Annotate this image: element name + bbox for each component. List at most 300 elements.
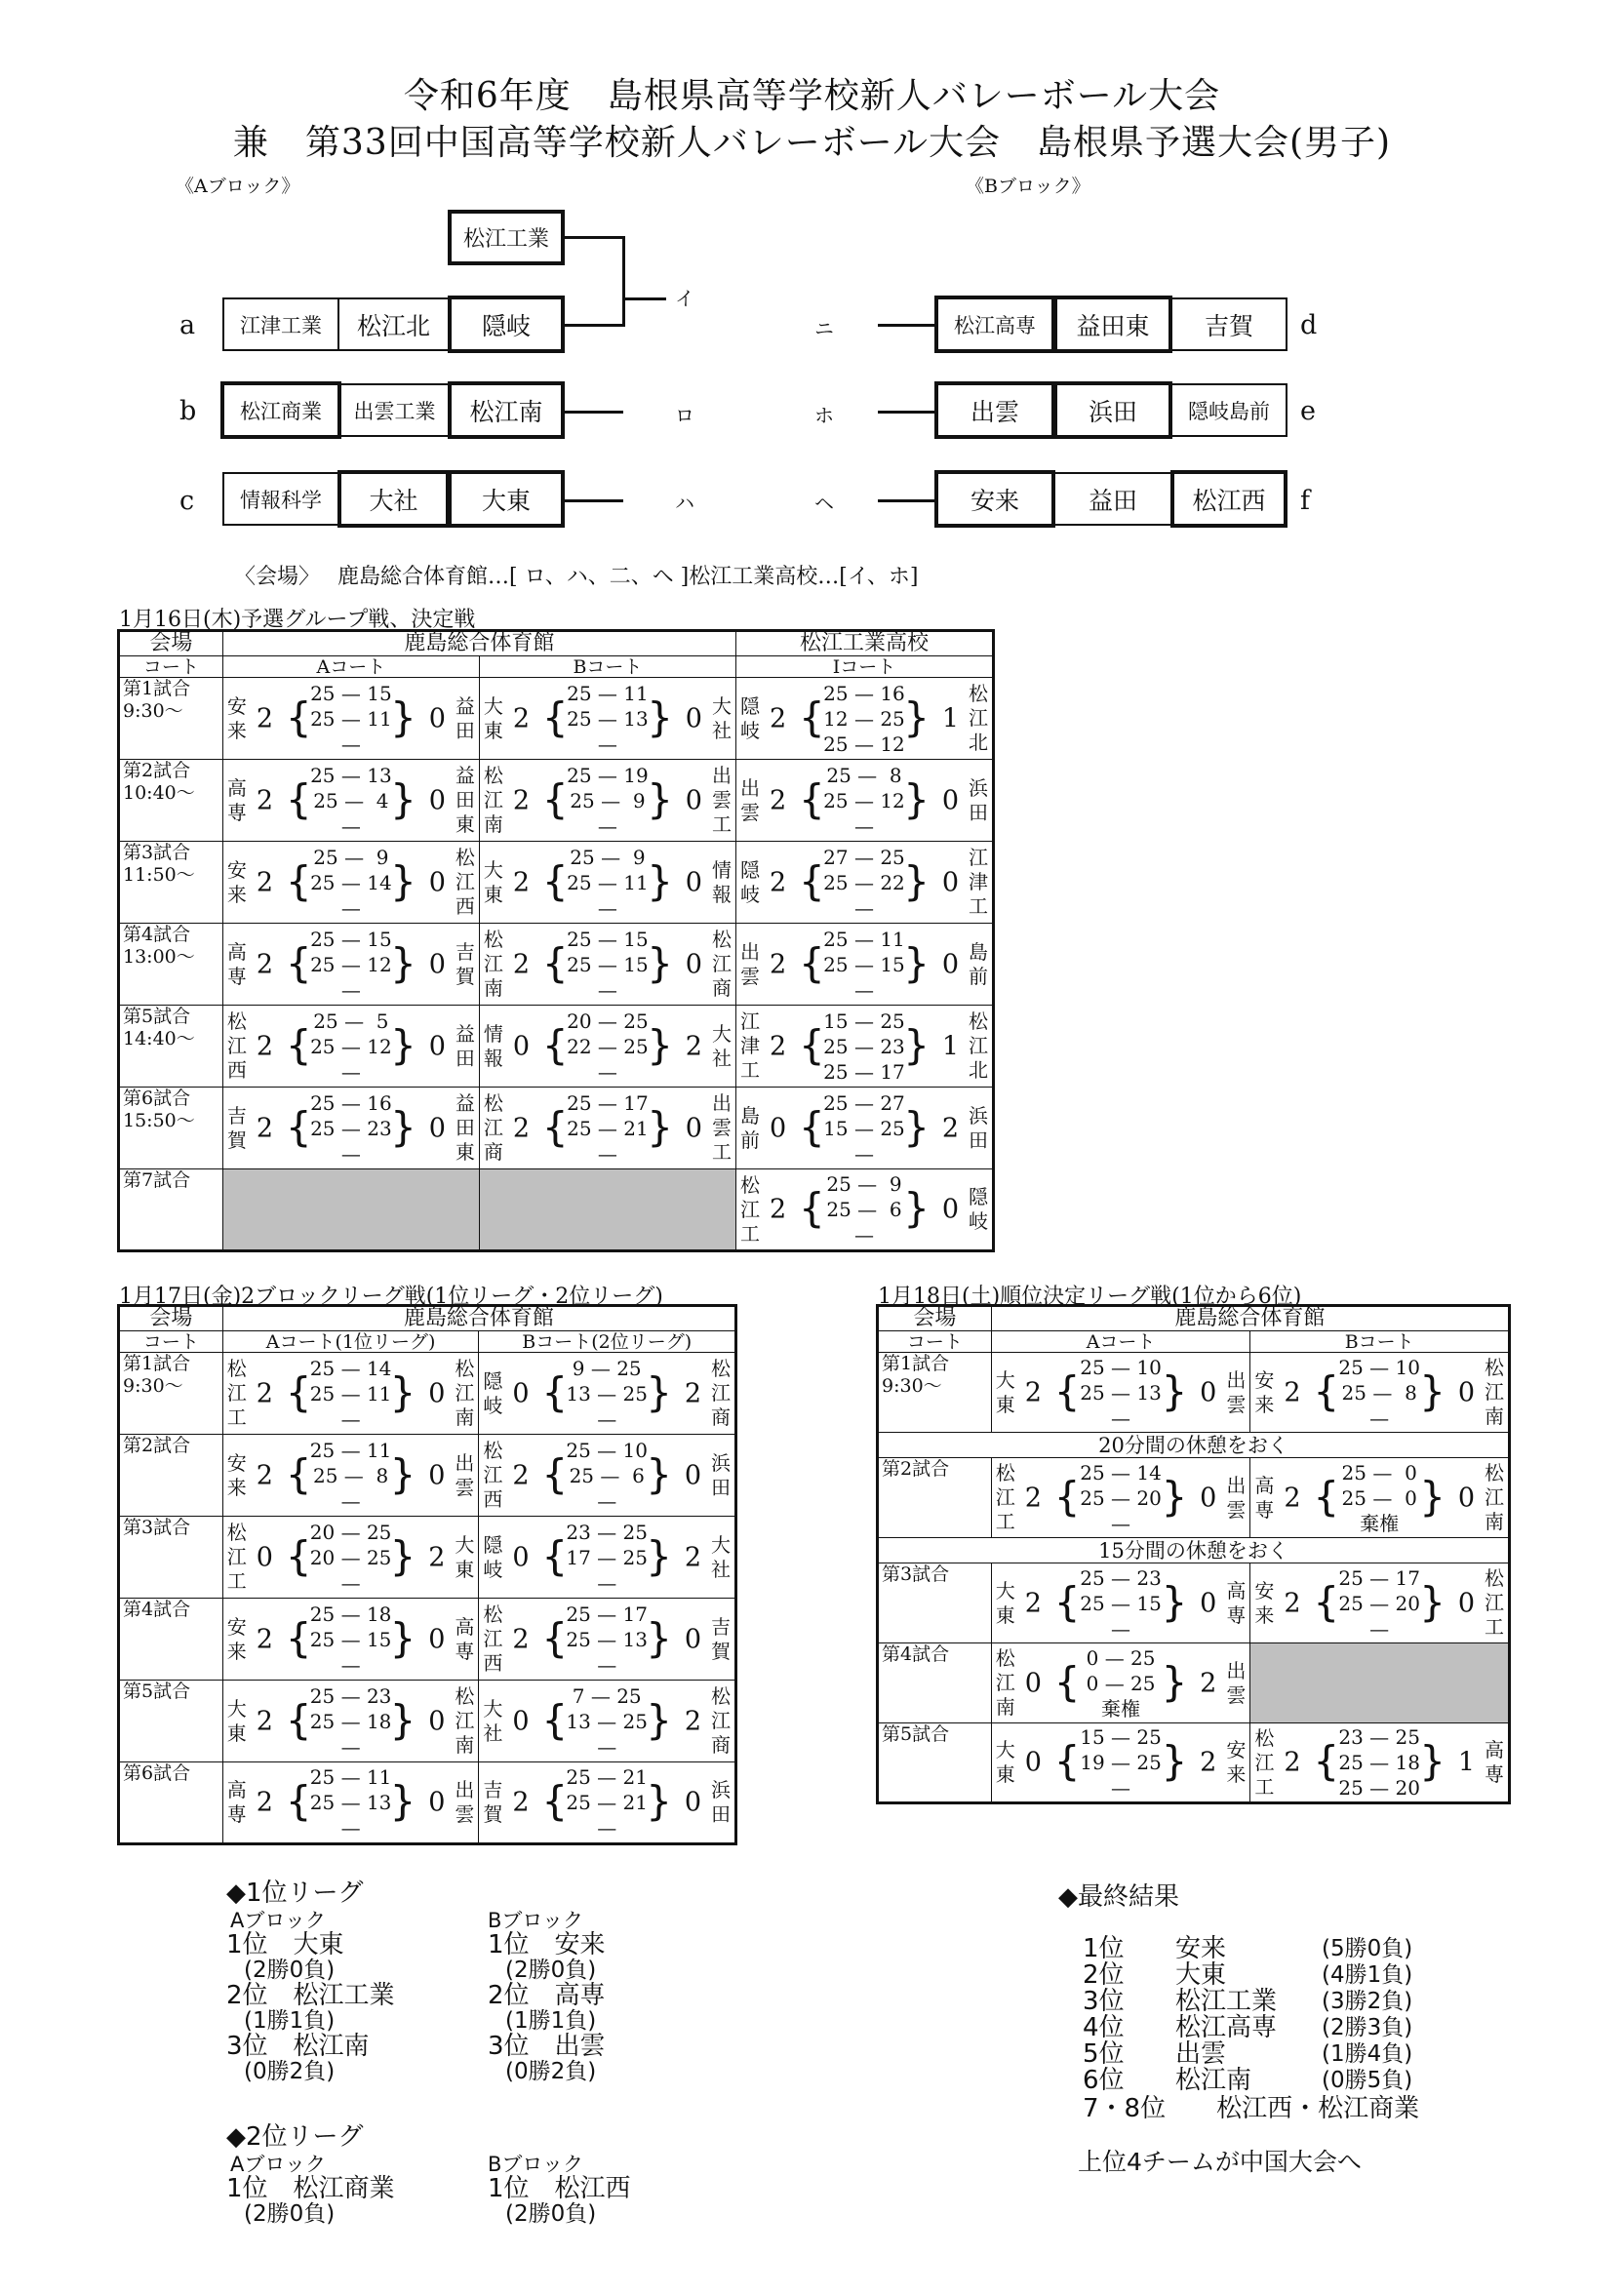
table-row (878, 1563, 1510, 1643)
close-brace: } (903, 1020, 930, 1069)
close-brace: } (646, 1695, 672, 1744)
match-number: 第1試合 (123, 678, 191, 699)
set-2: 25 — 11 (309, 1381, 392, 1405)
match-cell (119, 1762, 223, 1844)
game-cell: 安 来 2 { 25 — 10 25 — 8 — } 0 松 江 南 (1250, 1353, 1510, 1433)
set-3: — (597, 1816, 617, 1840)
open-brace: { (1053, 1577, 1081, 1626)
open-brace: { (1313, 1577, 1340, 1626)
court-a: Aコート (991, 1331, 1250, 1353)
table-row (119, 1353, 736, 1435)
set-3: — (340, 1488, 361, 1513)
left-sets-won: 2 (512, 1624, 530, 1654)
set-1: 23 — 25 (1338, 1725, 1420, 1749)
set-2: 0 — 25 (1086, 1671, 1156, 1695)
open-brace: { (1053, 1657, 1081, 1706)
set-1: 15 — 25 (1080, 1725, 1162, 1749)
right-sets-won: 0 (1457, 1377, 1475, 1407)
match-cell (119, 1681, 223, 1762)
match-number: 第1試合 (123, 1353, 191, 1374)
set-2: 25 — 21 (567, 1116, 649, 1140)
right-sets-won: 0 (428, 785, 446, 815)
final-place: 1位 (1083, 1934, 1125, 1963)
game-cell: 出 雲 2 { 25 — 8 25 — 12 — } 0 浜 田 (735, 760, 993, 842)
game-cell: 松 江 西 2 { 25 — 5 25 — 12 — } 0 益 田 (222, 1006, 479, 1088)
right-sets-won: 1 (941, 1031, 959, 1061)
set-3: — (597, 1652, 617, 1677)
league1-section (226, 1880, 364, 1907)
right-sets-won: 0 (1457, 1588, 1475, 1618)
open-brace: { (285, 1367, 312, 1416)
close-brace: } (646, 1531, 672, 1580)
right-sets-won: 0 (428, 1787, 446, 1818)
set-2: 25 — 23 (823, 1034, 905, 1058)
set-3: — (597, 1570, 617, 1595)
league1-b-1: 1位 安来 (488, 1930, 606, 1959)
close-brace: } (647, 1102, 673, 1151)
table-row (878, 1353, 1510, 1433)
left-sets-won: 2 (256, 867, 274, 897)
close-brace: } (389, 1531, 416, 1580)
left-sets-won: 2 (1024, 1483, 1042, 1513)
set-2: 17 — 25 (566, 1545, 648, 1569)
final-place: 4位 (1083, 2013, 1125, 2042)
match-cell (878, 1458, 992, 1538)
open-brace: { (285, 1449, 312, 1498)
open-brace: { (285, 1020, 312, 1069)
match-cell (119, 760, 223, 842)
right-sets-won: 0 (428, 949, 446, 979)
left-sets-won: 2 (769, 785, 787, 815)
label-e: e (1300, 396, 1316, 426)
table-row (119, 678, 994, 760)
game-cell: 大 東 2 { 25 — 11 25 — 13 — } 0 大 社 (479, 678, 735, 760)
match-number: 第2試合 (123, 1435, 191, 1456)
game-cell: 吉 賀 2 { 25 — 16 25 — 23 — } 0 益 田 東 (222, 1088, 479, 1169)
game-cell: 島 前 0 { 25 — 27 15 — 25 — } 2 浜 田 (735, 1088, 993, 1169)
left-sets-won: 0 (512, 1378, 530, 1408)
set-3: 棄権 (1101, 1696, 1141, 1721)
day3-table (876, 1304, 1511, 1804)
set-3: — (340, 1734, 361, 1759)
game-cell: 大 東 2 { 25 — 10 25 — 13 — } 0 出 雲 (991, 1353, 1250, 1433)
left-sets-won: 2 (512, 1113, 531, 1143)
final-result-row (1083, 2068, 1492, 2094)
set-1: 25 — 13 (310, 763, 392, 787)
team-b3: 松江南 (448, 381, 565, 439)
venue-note: 〈会場〉 鹿島総合体育館…[ ロ、ハ、二、ヘ ]松江工業高校…[イ、ホ] (234, 565, 919, 589)
title-line1: 令和6年度 島根県高等学校新人バレーボール大会 (403, 76, 1221, 116)
open-brace: { (285, 938, 312, 987)
set-1: 25 — 17 (566, 1602, 648, 1626)
table-row (119, 1762, 736, 1844)
close-brace: } (647, 692, 673, 741)
team-b1: 松江商業 (220, 381, 341, 439)
match-number: 第2試合 (123, 760, 191, 781)
set-1: 25 — 0 (1341, 1460, 1417, 1484)
close-brace: } (390, 1102, 416, 1151)
league2-heading: ◆2位リーグ (226, 2122, 364, 2152)
final-result-row (1083, 2015, 1492, 2041)
top-team: 松江工業 (448, 210, 565, 265)
table-row (878, 1643, 1510, 1723)
set-1: 25 — 16 (310, 1090, 392, 1115)
set-2: 12 — 25 (823, 706, 905, 731)
league1-a-label: Aブロック (230, 1909, 326, 1932)
close-brace: } (1161, 1366, 1188, 1415)
kana-ho: ホ (814, 404, 834, 427)
set-1: 25 — 15 (567, 927, 649, 951)
set-1: 25 — 10 (1338, 1355, 1420, 1379)
venue-kashima: 鹿島総合体育館 (222, 1306, 735, 1331)
left-sets-won: 0 (256, 1542, 273, 1572)
label-c: c (179, 486, 195, 516)
day2-caption: 1月17日(金)2ブロックリーグ戦(1位リーグ・2位リーグ) (119, 1285, 663, 1309)
league2-b (488, 2154, 683, 2226)
team-f1: 安来 (934, 470, 1055, 528)
court-b: Bコート(2位リーグ) (479, 1331, 736, 1353)
open-brace: { (541, 1613, 569, 1662)
match-number: 第7試合 (123, 1169, 191, 1191)
final-place: 6位 (1083, 2066, 1125, 2095)
close-brace: } (1161, 1737, 1188, 1786)
game-cell: 安 来 2 { 25 — 18 25 — 15 — } 0 高 専 (222, 1599, 479, 1681)
close-brace: } (390, 938, 416, 987)
final-record: (1勝4負) (1322, 2041, 1413, 2067)
right-sets-won: 2 (684, 1706, 701, 1736)
label-d: d (1300, 310, 1318, 340)
right-sets-won: 0 (684, 1787, 701, 1818)
kana-ni: ニ (814, 317, 834, 340)
left-sets-won: 2 (769, 949, 787, 979)
right-sets-won: 0 (685, 949, 702, 979)
set-3: — (853, 977, 874, 1002)
open-brace: { (798, 856, 825, 905)
match-number: 第3試合 (123, 842, 191, 863)
left-sets-won: 2 (256, 1706, 273, 1736)
team-b2: 出雲工業 (339, 383, 450, 437)
set-3: 25 — 17 (823, 1059, 905, 1084)
set-2: 25 — 15 (309, 1627, 392, 1651)
match-cell (119, 842, 223, 924)
right-sets-won: 2 (428, 1542, 446, 1572)
final-place: 3位 (1083, 1987, 1125, 2016)
line (565, 236, 623, 239)
match-cell (878, 1353, 992, 1433)
set-1: 20 — 25 (309, 1520, 392, 1544)
set-2: 13 — 25 (566, 1709, 648, 1733)
set-1: 25 — 16 (823, 681, 905, 705)
set-3: — (597, 977, 617, 1002)
match-cell (119, 924, 223, 1006)
game-cell: 高 専 2 { 25 — 13 25 — 4 — } 0 益 田 東 (222, 760, 479, 842)
league1-a (226, 1910, 421, 2083)
open-brace: { (541, 1102, 569, 1151)
game-cell: 松 江 商 2 { 25 — 17 25 — 21 — } 0 出 雲 工 (479, 1088, 735, 1169)
set-2: 25 — 13 (566, 1627, 648, 1651)
final-team: 出雲 (1175, 2039, 1227, 2069)
open-brace: { (798, 1102, 825, 1151)
set-1: 27 — 25 (823, 845, 905, 869)
set-3: — (853, 895, 874, 920)
game-cell: 吉 賀 2 { 25 — 21 25 — 21 — } 0 浜 田 (479, 1762, 736, 1844)
set-2: 19 — 25 (1080, 1751, 1162, 1774)
line (878, 324, 936, 327)
open-brace: { (541, 1777, 569, 1826)
right-sets-won: 0 (684, 1460, 701, 1490)
kana-ro: ロ (675, 404, 694, 427)
set-2: 25 — 12 (310, 1034, 392, 1058)
empty-cell (1250, 1643, 1510, 1723)
league2-a-label: Aブロック (230, 2153, 326, 2176)
game-cell: 情 報 0 { 20 — 25 22 — 25 — } 2 大 社 (479, 1006, 735, 1088)
line (878, 499, 936, 502)
close-brace: } (647, 774, 673, 823)
left-sets-won: 2 (1024, 1377, 1042, 1407)
close-brace: } (903, 774, 930, 823)
final-record: (4勝1負) (1322, 1962, 1413, 1988)
set-2: 25 — 13 (1080, 1380, 1162, 1405)
set-2: 25 — 23 (310, 1116, 392, 1140)
close-brace: } (903, 1102, 930, 1151)
close-brace: } (390, 774, 416, 823)
close-brace: } (903, 1184, 930, 1233)
close-brace: } (389, 1777, 416, 1826)
set-3: — (1111, 1405, 1131, 1430)
game-cell: 高 専 2 { 25 — 0 25 — 0 棄権 } 0 松 江 南 (1250, 1458, 1510, 1538)
match-cell (878, 1643, 992, 1723)
set-2: 25 — 15 (567, 952, 649, 976)
line (622, 297, 666, 300)
final-record: (5勝0負) (1322, 1936, 1413, 1961)
set-1: 20 — 25 (567, 1009, 649, 1033)
left-sets-won: 2 (512, 703, 531, 733)
match-number: 第3試合 (123, 1517, 191, 1538)
open-brace: { (798, 774, 825, 823)
league2-b-label: Bブロック (488, 2153, 583, 2176)
left-sets-won: 2 (512, 949, 531, 979)
set-2: 22 — 25 (567, 1034, 649, 1058)
open-brace: { (285, 856, 312, 905)
right-sets-won: 0 (685, 867, 702, 897)
set-2: 25 — 20 (1338, 1591, 1420, 1615)
match-number: 第5試合 (123, 1006, 191, 1027)
league1-b-2: 2位 高専 (488, 1981, 606, 2010)
set-3: — (1111, 1511, 1131, 1535)
game-cell: 大 東 2 { 25 — 23 25 — 15 — } 0 高 専 (991, 1563, 1250, 1643)
open-brace: { (541, 1020, 569, 1069)
match-cell (119, 1088, 223, 1169)
left-sets-won: 2 (769, 1031, 787, 1061)
open-brace: { (285, 1102, 312, 1151)
open-brace: { (285, 1531, 312, 1580)
empty-cell (222, 1169, 479, 1251)
league2-a-1: 1位 松江商業 (226, 2174, 395, 2203)
final-team: 松江南 (1175, 2066, 1252, 2095)
label-b: b (179, 396, 197, 426)
label-f: f (1300, 486, 1310, 516)
left-sets-won: 2 (1284, 1747, 1301, 1778)
match-cell (878, 1563, 992, 1643)
left-sets-won: 2 (769, 1194, 787, 1225)
final-section (1058, 1884, 1179, 1911)
set-2: 15 — 25 (823, 1116, 905, 1140)
empty-cell (479, 1169, 735, 1251)
close-brace: } (390, 1020, 416, 1069)
match-time: 9:30〜 (882, 1375, 942, 1397)
set-3: — (597, 813, 617, 838)
left-sets-won: 2 (512, 867, 531, 897)
open-brace: { (285, 1777, 312, 1826)
set-1: 25 — 5 (313, 1009, 389, 1033)
right-sets-won: 0 (684, 1624, 701, 1654)
match-time: 10:40〜 (123, 782, 195, 804)
set-2: 25 — 8 (312, 1463, 389, 1487)
set-1: 0 — 25 (1086, 1645, 1156, 1670)
close-brace: } (647, 1020, 673, 1069)
close-brace: } (903, 856, 930, 905)
final-place: 5位 (1083, 2039, 1125, 2069)
table-row (878, 1723, 1510, 1803)
set-1: 25 — 9 (826, 1172, 902, 1196)
right-sets-won: 0 (428, 703, 446, 733)
left-sets-won: 0 (512, 1542, 530, 1572)
team-d1: 松江高専 (934, 296, 1055, 353)
game-cell: 大 東 0 { 15 — 25 19 — 25 — } 2 安 来 (991, 1723, 1250, 1803)
close-brace: } (1161, 1577, 1188, 1626)
court-header: コート (119, 656, 223, 678)
set-3: — (340, 732, 361, 756)
game-cell: 安 来 2 { 25 — 11 25 — 8 — } 0 出 雲 (222, 1435, 479, 1517)
left-sets-won: 2 (769, 867, 787, 897)
right-sets-won: 0 (941, 1194, 959, 1225)
league1-a-3-rec: (0勝2負) (244, 2059, 336, 2084)
left-sets-won: 2 (1284, 1483, 1301, 1513)
open-brace: { (1053, 1737, 1081, 1786)
right-sets-won: 1 (1457, 1747, 1475, 1778)
set-2: 25 — 18 (309, 1709, 392, 1733)
day1-table (117, 629, 995, 1252)
line (565, 324, 623, 327)
team-f2: 益田 (1053, 472, 1172, 526)
venue-header: 会場 (119, 1306, 223, 1331)
left-sets-won: 2 (1284, 1377, 1301, 1407)
league1-a-2: 2位 松江工業 (226, 1981, 395, 2010)
close-brace: } (647, 856, 673, 905)
game-cell: 安 来 2 { 25 — 9 25 — 14 — } 0 松 江 西 (222, 842, 479, 924)
a-block-label: 《Aブロック》 (176, 176, 300, 197)
game-cell: 隠 岐 2 { 25 — 16 12 — 25 25 — 12 } 1 松 江 北 (735, 678, 993, 760)
close-brace: } (390, 856, 416, 905)
league1-a-3: 3位 松江南 (226, 2032, 370, 2061)
right-sets-won: 0 (428, 1113, 446, 1143)
court-b: Bコート (1250, 1331, 1510, 1353)
game-cell: 松 江 南 2 { 25 — 15 25 — 15 — } 0 松 江 商 (479, 924, 735, 1006)
league2-b-1-rec: (2勝0負) (505, 2201, 597, 2227)
court-i: Iコート (735, 656, 993, 678)
set-1: 25 — 11 (309, 1765, 392, 1789)
open-brace: { (285, 1613, 312, 1662)
left-sets-won: 2 (256, 1378, 273, 1408)
final-team: 安来 (1175, 1934, 1227, 1963)
match-number: 第5試合 (882, 1723, 950, 1745)
game-cell: 安 来 2 { 25 — 15 25 — 11 — } 0 益 田 (222, 678, 479, 760)
right-sets-won: 0 (1200, 1483, 1217, 1513)
final-team: 松江工業 (1175, 1987, 1278, 2016)
game-cell: 大 東 2 { 25 — 23 25 — 18 — } 0 松 江 南 (222, 1681, 479, 1762)
line (565, 499, 623, 502)
close-brace: } (646, 1449, 672, 1498)
final-heading: ◆最終結果 (1058, 1882, 1179, 1912)
right-sets-won: 0 (428, 1706, 446, 1736)
set-3: — (1369, 1616, 1390, 1641)
team-c1: 情報科学 (222, 472, 339, 526)
set-2: 25 — 12 (823, 788, 905, 812)
court-a: Aコート(1位リーグ) (222, 1331, 479, 1353)
open-brace: { (285, 1695, 312, 1744)
close-brace: } (646, 1613, 672, 1662)
right-sets-won: 2 (685, 1031, 702, 1061)
open-brace: { (1313, 1472, 1340, 1521)
set-2: 25 — 11 (567, 870, 649, 894)
kana-i: イ (675, 287, 694, 310)
final-result-row (1083, 1936, 1492, 1962)
league1-b (488, 1910, 683, 2083)
right-sets-won: 0 (428, 1624, 446, 1654)
open-brace: { (541, 1449, 569, 1498)
team-a3: 隠岐 (448, 296, 565, 353)
left-sets-won: 2 (1284, 1588, 1301, 1618)
close-brace: } (647, 938, 673, 987)
right-sets-won: 0 (941, 949, 959, 979)
close-brace: } (903, 938, 930, 987)
close-brace: } (390, 692, 416, 741)
final-record: (3勝2負) (1322, 1989, 1413, 2014)
game-cell: 安 来 2 { 25 — 17 25 — 20 — } 0 松 江 工 (1250, 1563, 1510, 1643)
left-sets-won: 0 (1024, 1668, 1042, 1698)
league1-b-2-rec: (1勝1負) (505, 2008, 597, 2034)
set-2: 25 — 14 (310, 870, 392, 894)
match-cell (119, 1353, 223, 1435)
court-b: Bコート (479, 656, 735, 678)
match-time: 9:30〜 (123, 1375, 183, 1397)
set-2: 25 — 20 (1080, 1485, 1162, 1510)
line (622, 236, 625, 327)
open-brace: { (285, 774, 312, 823)
close-brace: } (1419, 1577, 1446, 1626)
open-brace: { (541, 692, 569, 741)
close-brace: } (1419, 1737, 1446, 1786)
match-number: 第6試合 (123, 1088, 191, 1109)
set-2: 25 — 13 (567, 706, 649, 731)
match-time: 14:40〜 (123, 1028, 195, 1049)
day3-caption: 1月18日(土)順位決定リーグ戦(1位から6位) (878, 1285, 1302, 1309)
team-e3: 隠岐島前 (1170, 383, 1287, 437)
left-sets-won: 0 (512, 1706, 530, 1736)
match-number: 第1試合 (882, 1353, 950, 1374)
venue-header: 会場 (878, 1306, 992, 1331)
open-brace: { (798, 1020, 825, 1069)
match-cell (119, 1599, 223, 1681)
set-3: — (1111, 1776, 1131, 1800)
set-1: 25 — 11 (823, 927, 905, 951)
close-brace: } (389, 1367, 416, 1416)
open-brace: { (798, 692, 825, 741)
right-sets-won: 2 (684, 1542, 701, 1572)
final-result-row (1083, 1989, 1492, 2015)
table-row (119, 1517, 736, 1599)
set-3: — (340, 1816, 361, 1840)
